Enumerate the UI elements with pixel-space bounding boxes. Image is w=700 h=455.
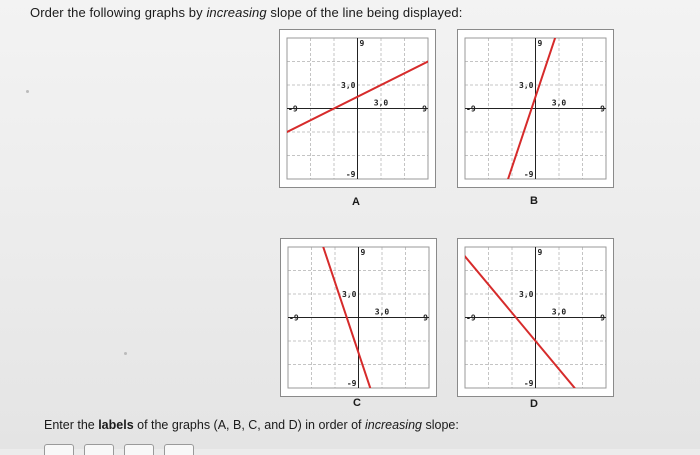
graph-svg <box>281 239 436 396</box>
x-min-label: -9 <box>289 313 299 323</box>
y-tick-label: 3,0 <box>519 290 534 299</box>
y-tick-label: 3,0 <box>341 81 356 90</box>
y-min-label: -9 <box>523 170 534 179</box>
x-min-label: -9 <box>466 104 476 114</box>
answer-input-3[interactable] <box>124 444 154 455</box>
x-max-label: 9 <box>600 104 605 114</box>
instructions-text: Enter the labels of the graphs (A, B, C, and D) in order of increasing slope: <box>44 418 459 432</box>
y-tick-label: 3,0 <box>519 81 534 90</box>
question-text: Order the following graphs by increasing slope of the line being displayed: <box>30 5 463 20</box>
answer-input-4[interactable] <box>164 444 194 455</box>
graph-svg <box>458 30 613 187</box>
graph-svg <box>280 30 435 187</box>
x-max-label: 9 <box>600 313 605 323</box>
answer-input-2[interactable] <box>84 444 114 455</box>
y-max-label: 9 <box>360 248 366 257</box>
graph-svg <box>458 239 613 396</box>
x-max-label: 9 <box>422 104 427 114</box>
graph-label-b: B <box>530 195 538 207</box>
graph-d <box>457 238 614 397</box>
decorative-dot <box>26 90 29 93</box>
y-max-label: 9 <box>537 248 543 257</box>
y-max-label: 9 <box>537 39 543 48</box>
y-tick-label: 3,0 <box>342 290 357 299</box>
answer-inputs <box>44 444 194 455</box>
x-min-label: -9 <box>466 313 476 323</box>
graph-a <box>279 29 436 188</box>
y-min-label: -9 <box>523 379 534 388</box>
x-min-label: -9 <box>288 104 298 114</box>
y-min-label: -9 <box>345 170 356 179</box>
y-max-label: 9 <box>359 39 365 48</box>
graph-c <box>280 238 437 397</box>
x-tick-label: 3,0 <box>551 307 567 317</box>
x-tick-label: 3,0 <box>551 98 567 108</box>
graph-b <box>457 29 614 188</box>
answer-input-1[interactable] <box>44 444 74 455</box>
x-tick-label: 3,0 <box>373 98 389 108</box>
x-tick-label: 3,0 <box>374 307 390 317</box>
graph-label-c: C <box>353 397 361 409</box>
decorative-dot <box>124 352 127 355</box>
graph-label-a: A <box>352 196 360 208</box>
y-min-label: -9 <box>346 379 357 388</box>
x-max-label: 9 <box>423 313 428 323</box>
graph-label-d: D <box>530 398 538 410</box>
